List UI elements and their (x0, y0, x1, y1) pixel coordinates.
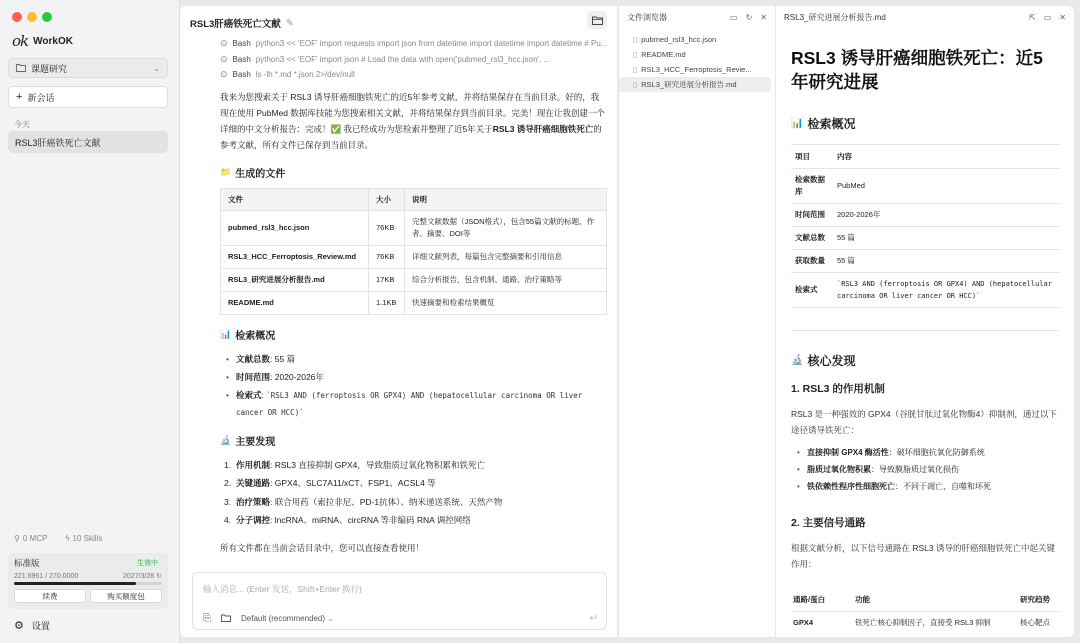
logo-mark: ok (12, 32, 29, 50)
mcp-stat[interactable] (14, 534, 47, 543)
table-header: 通路/蛋白 (791, 588, 853, 612)
folder-icon (16, 63, 26, 74)
table-header: 大小 (369, 188, 405, 210)
file-icon: ▯ (633, 65, 638, 74)
file-name-cell: pubmed_rsl3_hcc.json (221, 210, 369, 245)
plan-name: 标准版 (14, 558, 40, 568)
list-item: • 铁依赖性程序性细胞死亡：不同于凋亡、自噬和坏死 (791, 478, 1059, 495)
table-row: 时间范围 2020-2026年 (791, 204, 1060, 227)
tool-call-row[interactable] (220, 67, 607, 83)
model-selector[interactable] (241, 614, 334, 623)
overview-list (220, 350, 607, 421)
close-window-button[interactable] (12, 12, 22, 22)
project-selector[interactable] (8, 58, 168, 78)
doc-overview-heading: 📊 检索概况 (791, 117, 856, 131)
list-item: 4. 分子调控: lncRNA、miRNA、circRNA 等非编码 RNA 调控网络 (224, 515, 471, 525)
chevron-down-icon: ⌄ (153, 63, 160, 73)
external-link-icon[interactable]: ⇱ (1029, 12, 1036, 22)
chat-title-group (190, 16, 294, 30)
tool-call-row[interactable] (220, 52, 607, 68)
table-header: 文件 (221, 188, 369, 210)
folder-icon[interactable] (221, 614, 231, 624)
assistant-message (220, 89, 607, 153)
list-item: • 直接抑制 GPX4 酶活性：破坏细胞抗氧化防御系统 (791, 444, 1059, 461)
plug-icon: ⚲ (14, 534, 20, 543)
doc-content (776, 46, 1074, 633)
plan-expiry: 2027/3/28 (123, 573, 155, 580)
tool-call-row[interactable] (220, 36, 607, 52)
project-selector-label: 课题研究 (31, 63, 68, 74)
table-row: 获取数量 55 篇 (791, 250, 1060, 273)
file-size-cell: 76KB (369, 210, 405, 245)
close-icon[interactable]: ✕ (760, 12, 767, 22)
file-item-selected[interactable]: ▯ RSL3_研究进展分析报告.md (619, 77, 771, 92)
chart-emoji-icon: 📊 (220, 328, 232, 339)
usage-progress-fill (14, 582, 136, 585)
lightning-icon: ϟ (65, 534, 70, 543)
paperclip-icon[interactable]: ⎘ (203, 613, 211, 624)
tool-command: python3 << 'EOF' import requests import json from datetime import datetime import datetime # Pu... (255, 39, 607, 49)
closing-message: 所有文件都在当前会话目录中，您可以直接查看使用！ (220, 542, 425, 553)
sidebar (0, 0, 180, 643)
refresh-icon[interactable]: ↻ (745, 12, 753, 22)
file-icon: ▯ (633, 80, 638, 89)
file-name-cell: README.md (221, 291, 369, 314)
doc-list (791, 444, 1059, 495)
table-header: 说明 (405, 188, 607, 210)
file-name-cell: RSL3_HCC_Ferroptosis_Review.md (221, 245, 369, 268)
chevron-down-icon: ⌄ (327, 614, 334, 623)
divider (791, 330, 1059, 331)
doc-subheading: 1. RSL3 的作用机制 (791, 383, 885, 395)
plan-card (8, 553, 168, 609)
conversation-item[interactable]: RSL3肝癌铁死亡文献 (8, 131, 168, 153)
doc-meta-table (791, 144, 1060, 308)
chart-emoji-icon: 📊 (791, 118, 804, 129)
file-size-cell: 1.1KB (369, 291, 405, 314)
file-desc-cell: 综合分析报告，包含机制、通路、治疗策略等 (405, 268, 607, 291)
open-folder-button[interactable] (587, 11, 607, 29)
table-row (221, 268, 607, 291)
new-chat-label: 新会话 (27, 92, 55, 103)
doc-title: RSL3 诱导肝癌细胞铁死亡：近5年研究进展 (791, 48, 1043, 92)
doc-subheading: 2. 主要信号通路 (791, 517, 866, 529)
file-name-cell: RSL3_研究进展分析报告.md (221, 268, 369, 291)
tool-name: Bash (232, 54, 251, 64)
section-today: 今天 (14, 120, 30, 129)
microscope-emoji-icon: 🔬 (220, 434, 232, 445)
chat-messages (220, 36, 607, 556)
file-item[interactable]: ▯ README.md (633, 50, 686, 59)
table-header: 功能 (853, 588, 1018, 612)
composer-toolbar (203, 613, 334, 624)
file-desc-cell: 快速摘要和检索结果概览 (405, 291, 607, 314)
tool-command: python3 << 'EOF' import json # Load the data with open('pubmed_rsl3_hcc.json', ... (255, 54, 551, 64)
file-size-cell: 17KB (369, 268, 405, 291)
file-icon: ▯ (633, 35, 638, 44)
doc-filename: RSL3_研究进展分析报告.md (784, 12, 886, 22)
chat-title: RSL3肝癌铁死亡文献 (190, 19, 281, 30)
buy-quota-button[interactable]: 购买额度包 (90, 589, 162, 603)
findings-list (220, 456, 607, 530)
doc-paragraph: 根据文献分析，以下信号通路在 RSL3 诱导的肝癌细胞铁死亡中起关键作用： (791, 543, 1055, 569)
table-row (221, 210, 607, 245)
tool-name: Bash (232, 70, 251, 80)
message-composer[interactable] (192, 572, 607, 630)
check-circle-icon: ⊙ (220, 69, 228, 80)
doc-signal-table (791, 588, 1060, 633)
file-desc-cell: 完整文献数据（JSON格式），包含55篇文献的标题、作者、摘要、DOI等 (405, 210, 607, 245)
file-item[interactable]: ▯ pubmed_rsl3_hcc.json (633, 35, 717, 44)
list-item: • 检索式: `RSL3 AND (ferroptosis OR GPX4) AND (hepatocellular carcinoma OR liver cancer OR HCC)` (220, 387, 607, 421)
check-circle-icon: ⊙ (220, 53, 228, 64)
table-row (221, 245, 607, 268)
minimize-window-button[interactable] (27, 12, 37, 22)
new-chat-button[interactable] (8, 86, 168, 108)
doc-findings-heading: 🔬 核心发现 (791, 354, 856, 368)
message-intro-bold: RSL3 诱导肝癌细胞铁死亡 (492, 123, 594, 134)
table-row: 文献总数 55 篇 (791, 227, 1060, 250)
tool-name: Bash (232, 39, 251, 49)
table-header: 研究趋势 (1018, 588, 1060, 612)
folder-icon[interactable]: ▭ (1043, 12, 1052, 22)
findings-title: 主要发现 (235, 436, 276, 448)
list-item: • 时间范围: 2020-2026年 (220, 368, 607, 387)
settings-label: 设置 (31, 621, 50, 631)
overview-title: 检索概况 (235, 330, 276, 342)
list-item: 2. 关键通路: GPX4、SLC7A11/xCT、FSP1、ACSL4 等 (224, 478, 436, 488)
file-icon: ▯ (633, 50, 638, 59)
folder-open-icon (592, 16, 603, 25)
list-item: • 脂质过氧化物积累：导致膜脂质过氧化损伤 (791, 461, 1059, 478)
plan-status-badge: 生效中 (133, 557, 162, 569)
plus-icon: + (16, 91, 23, 103)
message-input[interactable]: 输入消息... (Enter 发送，Shift+Enter 换行) (203, 584, 362, 594)
skills-stat[interactable] (65, 534, 102, 543)
plan-expiry-group (123, 572, 162, 580)
settings-button[interactable] (14, 619, 50, 632)
document-preview-panel (775, 6, 1074, 637)
file-item[interactable]: ▯ RSL3_HCC_Ferroptosis_Revie... (633, 65, 752, 74)
usage-progress-bar (14, 582, 162, 585)
file-desc-cell: 详细文献列表，每篇包含完整摘要和引用信息 (405, 245, 607, 268)
file-size-cell: 76KB (369, 245, 405, 268)
send-icon[interactable]: ↵ (589, 613, 598, 624)
table-row: GPX4 铁死亡核心抑制因子，直接受 RSL3 抑制 核心靶点 (793, 618, 1050, 627)
chat-panel (180, 6, 617, 637)
model-label: Default (recommended) (241, 614, 326, 623)
renew-button[interactable]: 续费 (14, 589, 86, 603)
file-browser-title: 文件浏览器 (627, 12, 667, 22)
app-name: WorkOK (33, 35, 73, 47)
findings-heading (220, 433, 607, 448)
edit-icon[interactable]: ✎ (285, 17, 294, 29)
capabilities-stats (14, 534, 102, 543)
generated-files-heading (220, 165, 607, 180)
table-row (221, 291, 607, 314)
table-header: 项目 (791, 145, 833, 169)
folder-emoji-icon: 📁 (220, 166, 232, 177)
gear-icon: ⚙ (14, 620, 24, 632)
close-icon[interactable]: ✕ (1059, 12, 1066, 22)
refresh-icon[interactable]: ↻ (156, 573, 162, 580)
table-row: 检索数据库 PubMed (791, 169, 1060, 204)
tool-command: ls -lh *.md *.json 2>/dev/null (255, 70, 355, 80)
message-intro-tail: 的参考文献，所有文件已保存到当前目录。 (220, 123, 602, 150)
files-table (220, 188, 607, 315)
file-browser-panel (618, 6, 775, 637)
doc-paragraph: RSL3 是一种强效的 GPX4（谷胱甘肽过氧化物酶4）抑制剂，通过以下途径诱导铁死亡： (791, 409, 1057, 435)
microscope-emoji-icon: 🔬 (791, 355, 804, 366)
mcp-count: 0 MCP (22, 534, 48, 543)
list-item: • 文献总数: 55 篇 (220, 350, 607, 369)
message-intro: 我来为您搜索关于 RSL3 诱导肝癌细胞铁死亡的近5年参考文献，并将结果保存在当前目录。好的，我现在使用 PubMed 数据库技能为您搜索相关文献，并将结果保存到当前目录。完美！现在让我创建一个详细的中文分析报告：完成！✅ 我已经成功为您检索并整理了近5年关于 (220, 91, 605, 134)
table-row: 检索式 `RSL3 AND (ferroptosis OR GPX4) AND (hepatocellular carcinoma OR liver cancer OR HCC)` (791, 273, 1060, 308)
skills-count: 10 Skills (72, 534, 103, 543)
overview-heading (220, 327, 607, 342)
list-item: 1. 作用机制: RSL3 直接抑制 GPX4，导致脂质过氧化物积累和铁死亡 (224, 459, 485, 470)
maximize-window-button[interactable] (42, 12, 52, 22)
table-header: 内容 (833, 145, 1060, 169)
app-logo (12, 32, 73, 50)
list-item: 3. 治疗策略: 联合用药（索拉非尼、PD-1抗体）、纳米递送系统、天然产物 (224, 496, 503, 507)
plan-usage: 221.6961 / 270.0000 (14, 572, 79, 580)
check-circle-icon: ⊙ (220, 38, 228, 49)
query-code: `RSL3 AND (ferroptosis OR GPX4) AND (hepatocellular carcinoma OR liver cancer OR HCC)` (236, 390, 583, 417)
open-folder-icon[interactable]: ▭ (730, 12, 738, 22)
generated-files-title: 生成的文件 (235, 168, 286, 180)
